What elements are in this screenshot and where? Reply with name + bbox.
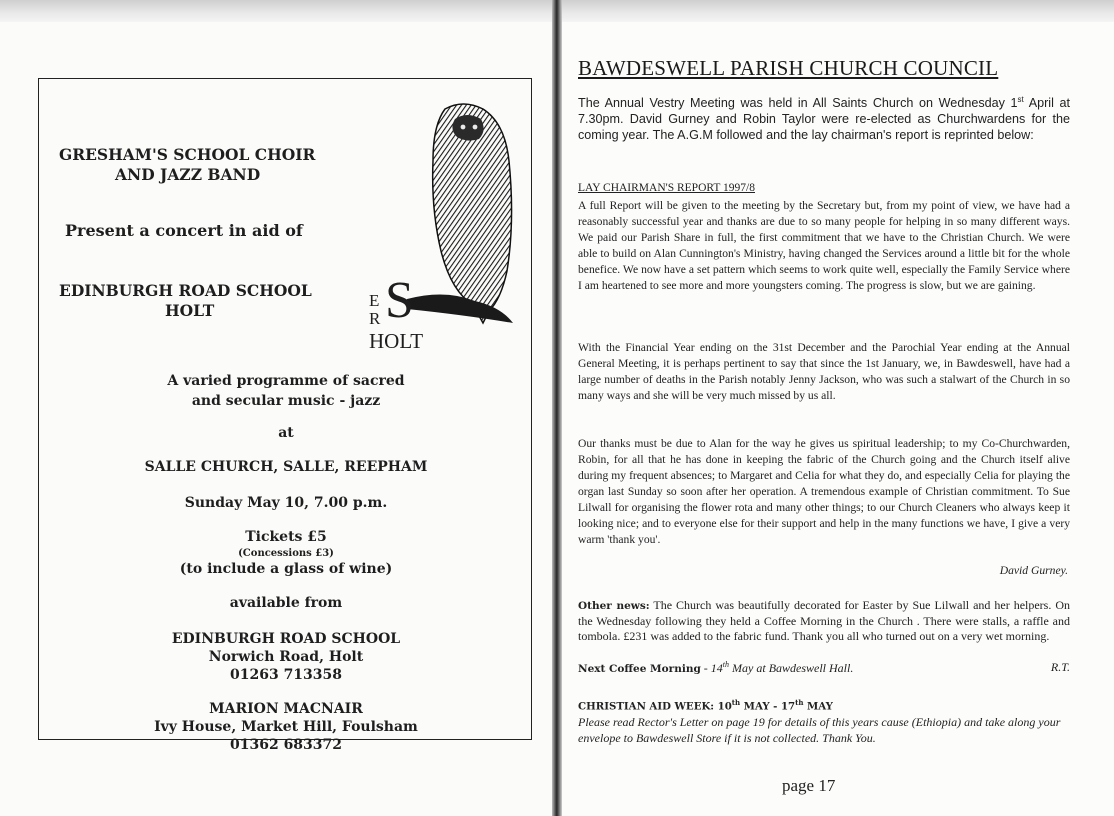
logo-letter-r: R <box>369 309 381 328</box>
logo-letter-e: E <box>369 291 380 310</box>
wine-note: (to include a glass of wine) <box>179 561 393 577</box>
contact1-phone: 01263 713358 <box>229 667 343 683</box>
available-from: available from <box>229 595 343 611</box>
concert-date: Sunday May 10, 7.00 p.m. <box>184 495 388 511</box>
next-coffee-morning: Next Coffee Morning - 14th May at Bawdeswell Hall. <box>578 660 854 675</box>
christian-aid-text: Please read Rector's Letter on page 19 for details of this years cause (Ethiopia) and take along your envelope to Bawdeswell Store if it is not collected. Thank You. <box>578 715 1061 745</box>
choir-heading-line1: GRESHAM'S SCHOOL CHOIR <box>59 145 316 164</box>
programme-line2: and secular music - jazz <box>191 393 381 409</box>
contact2-name: MARION MACNAIR <box>209 701 363 717</box>
school-town: HOLT <box>165 301 215 320</box>
other-news: Other news: The Church was beautifully decorated for Easter by Sue Lilwall and her helpers. On the Wednesday following they held a Coffee Morning in the Church . There were stalls, a raffle and tombola. £231 was added to the fabric fund. Thank you all who turned out on a very wet morning. <box>578 598 1070 643</box>
choir-heading-line2: AND JAZZ BAND <box>115 165 261 184</box>
contact2-phone: 01362 683372 <box>229 737 343 753</box>
page-title: BAWDESWELL PARISH CHURCH COUNCIL <box>578 56 999 80</box>
christian-aid-heading: CHRISTIAN AID WEEK: 10th MAY - 17th MAY <box>578 698 833 713</box>
news-initials: R.T. <box>1050 660 1070 674</box>
concession-price: (Concessions £3) <box>238 548 334 559</box>
school-name: EDINBURGH ROAD SCHOOL <box>59 281 312 300</box>
book-spine <box>552 0 562 816</box>
other-news-label: Other news: <box>578 600 650 612</box>
contact2-street: Ivy House, Market Hill, Foulsham <box>154 719 418 735</box>
logo-holt: HOLT <box>369 329 424 353</box>
report-paragraph-1: A full Report will be given to the meeting by the Secretary but, from my point of view, we have had a reasonably successful year and thanks are due to so many people for helping in so many different ways. We paid our Parish Share in full, the first commitment that we have to the Christian Church. We were able to build on Alan Cunnington's Ministry, having changed the Services around a little bit for the whole benefice. We now have a set pattern which seems to work quite well, especially the Family Service where I am heartened to see more and more youngsters coming. The progress is slow, but we are gaining. <box>578 199 1070 292</box>
programme-line1: A varied programme of sacred <box>167 373 405 389</box>
contact1-street: Norwich Road, Holt <box>208 649 364 665</box>
contact1-name: EDINBURGH ROAD SCHOOL <box>171 631 401 647</box>
present-line: Present a concert in aid of <box>65 221 303 240</box>
concert-poster <box>38 78 532 753</box>
venue: SALLE CHURCH, SALLE, REEPHAM <box>144 459 428 475</box>
intro-paragraph: The Annual Vestry Meeting was held in All Saints Church on Wednesday 1st April at 7.30pm. David Gurney and Robin Taylor were re-elected as Churchwardens for the coming year. The A.G.M followed and the lay chairman's report is reprinted below: <box>578 95 1071 143</box>
owl-illustration <box>405 101 515 327</box>
logo-letter-s: S <box>385 272 414 329</box>
report-paragraph-2: With the Financial Year ending on the 31st December and the Parochial Year ending at the Annual General Meeting, it is perhaps pertinent to say that since the 1st January, we, in Bawdeswell, have had a large number of deaths in the Parish notably Jenny Jackson, who was such a stalwart of the Church in so many ways and she will be very much missed by us all. <box>578 341 1070 402</box>
report-subheading: LAY CHAIRMAN'S REPORT 1997/8 <box>578 182 755 194</box>
ticket-price: Tickets £5 <box>245 529 327 545</box>
at-word: at <box>278 425 294 441</box>
report-signature: David Gurney. <box>999 564 1068 577</box>
left-page <box>0 22 552 816</box>
right-page <box>562 22 1114 816</box>
report-paragraph-3: Our thanks must be due to Alan for the way he gives us spiritual leadership; to my Co-Churchwarden, Robin, for all that he has done in keeping the fabric of the Church going and the Church itself alive during my frequent absences; to Margaret and Celia for what they do, and especially Celia for playing the organ last Sunday so soon after her operation. A tremendous example of Christian commitment. To Sue Lilwall for organising the flower rota and many other things; to our Church Cleaners who always keep it looking nice; and to everyone else for their support and help in the many functions we have, I give a very warm 'thank you'. <box>578 437 1070 546</box>
page-number: page 17 <box>782 776 836 795</box>
